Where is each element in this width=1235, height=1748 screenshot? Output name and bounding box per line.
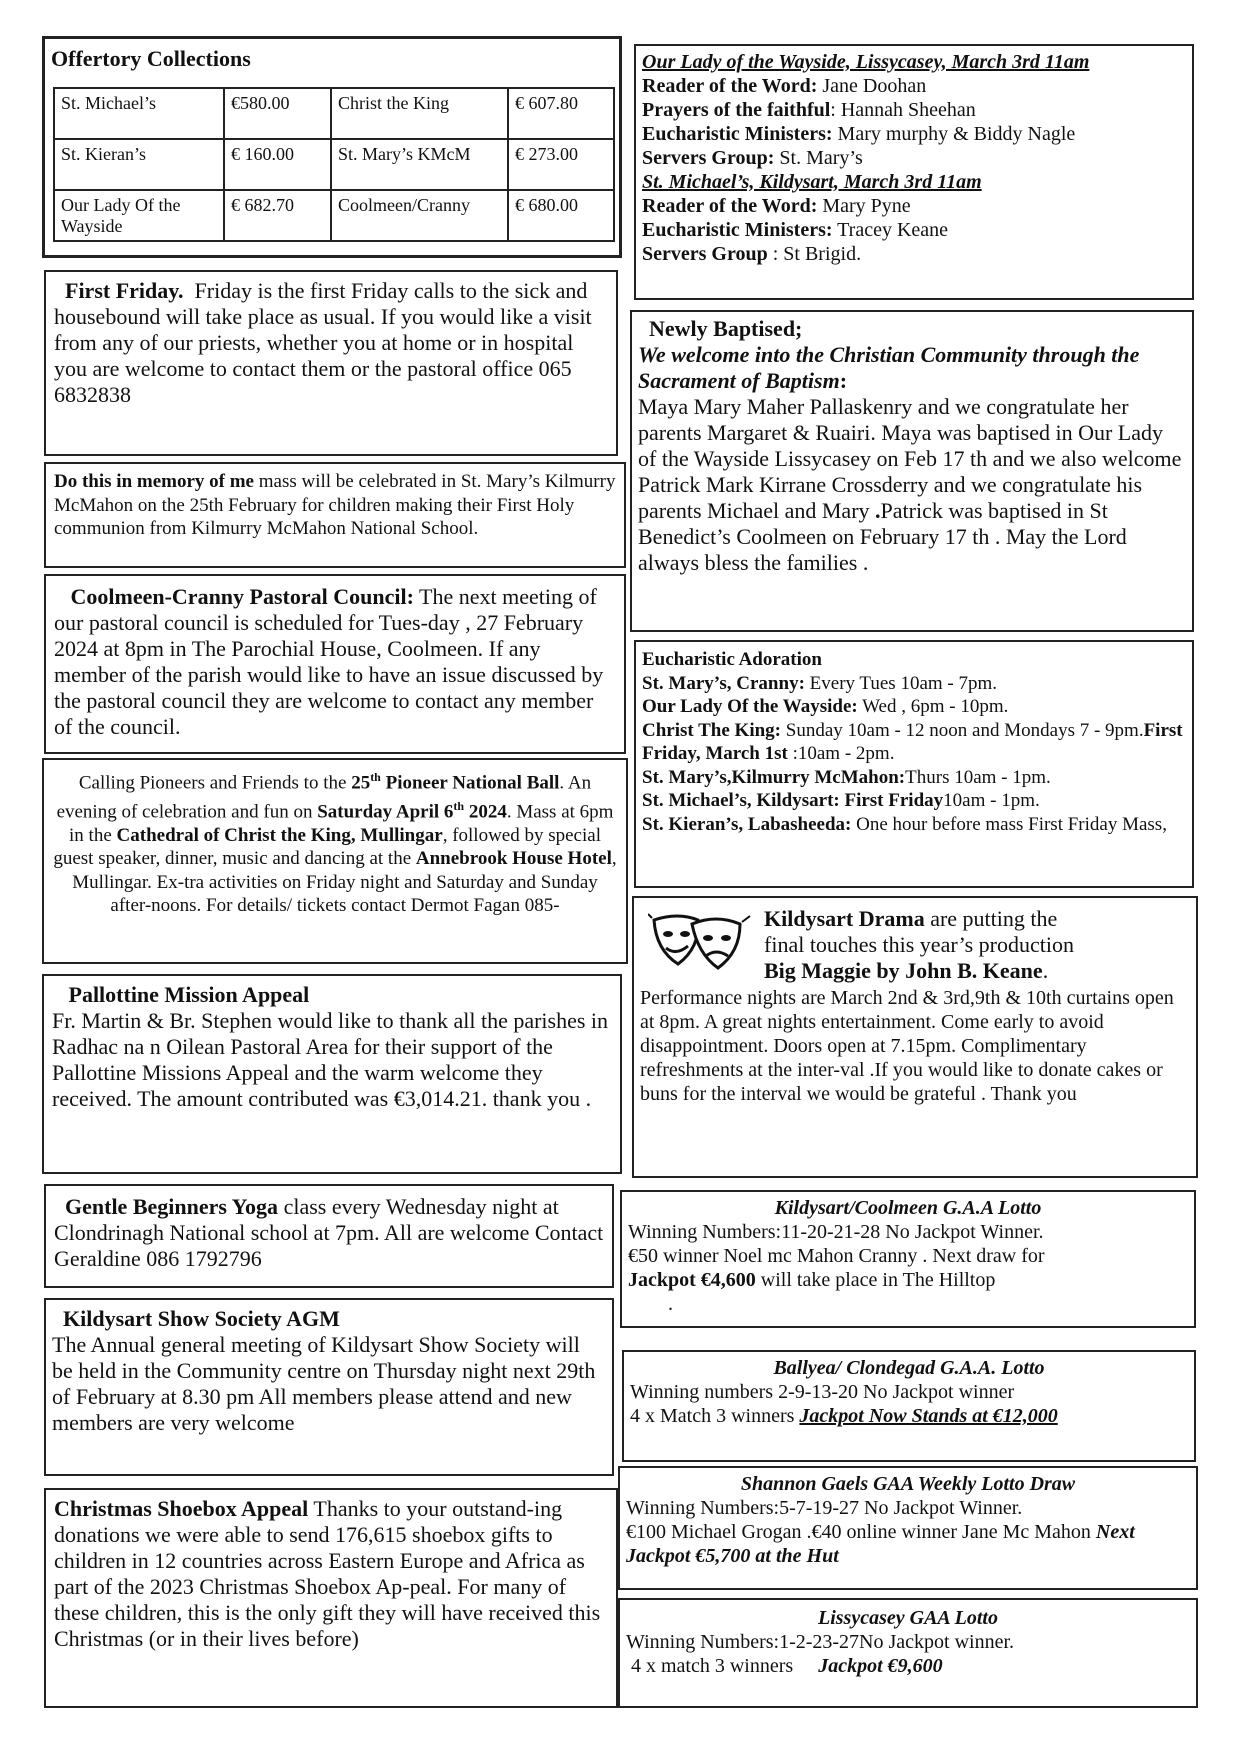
rota-value: Tracey Keane xyxy=(832,219,949,241)
rota-label: Reader of the Word: xyxy=(642,75,818,97)
table-cell: Christ the King xyxy=(331,88,508,139)
table-cell: St. Michael’s xyxy=(54,88,224,139)
theatre-masks-icon xyxy=(648,910,752,974)
kildysart-lotto-box xyxy=(620,1190,1196,1328)
drama-text: . xyxy=(1042,958,1049,983)
kildysart-drama-box xyxy=(632,896,1198,1178)
pioneers-number: 25 xyxy=(351,772,371,794)
shoebox-appeal-notice xyxy=(44,1488,618,1708)
rota-value: Mary murphy & Biddy Nagle xyxy=(832,123,1076,145)
baptised-dot: . xyxy=(875,498,881,523)
drama-text: are putting the xyxy=(924,906,1058,931)
table-cell: €580.00 xyxy=(224,88,331,139)
pioneers-hotel: Annebrook House Hotel xyxy=(415,848,612,870)
rota-value: : St Brigid. xyxy=(767,243,862,265)
baptised-subheading: We welcome into the Christian Community through the Sacrament of Baptism xyxy=(638,342,1140,393)
adoration-value: Wed , 6pm - 10pm. xyxy=(857,696,1009,717)
yoga-notice xyxy=(44,1184,614,1288)
adoration-value: One hour before mass First Friday Mass, xyxy=(851,813,1167,835)
adoration-value: Sunday 10am - 12 noon and Mondays 7 - 9pm. xyxy=(781,719,1144,741)
rota-value: : Hannah Sheehan xyxy=(830,99,976,121)
adoration-value: :10am - 2pm. xyxy=(792,743,895,764)
memory-body: mass will be celebrated in St. Mary’s Kilmurry McMahon on the 25th February for children making their First Holy communion from Kilmurry McMahon National School. xyxy=(54,471,616,539)
rota-heading-kildysart: St. Michael’s, Kildysart, March 3rd 11am xyxy=(642,171,982,193)
shoebox-body: Thanks to your outstand-ing donations we were able to send 176,615 shoebox gifts to children in 12 countries across Eastern Europe and Africa as part of the 2023 Christmas Shoebox Ap-peal. For many of these children, this is the only gift they will have received this Christmas (or in their lives before) xyxy=(54,1496,601,1651)
first-friday-notice xyxy=(44,270,618,456)
rota-value: Jane Doohan xyxy=(817,75,927,97)
yoga-body: class every Wednesday night at Clondrinagh National school at 7pm. All are welcome Contact Geraldine 086 1792796 xyxy=(54,1194,604,1271)
pioneers-date: Saturday April 6 xyxy=(317,801,454,823)
kildysart-lotto-line: will take place in The Hilltop xyxy=(755,1269,996,1291)
yoga-heading: Gentle Beginners Yoga xyxy=(65,1194,279,1219)
shoebox-heading: Christmas Shoebox Appeal xyxy=(54,1496,309,1521)
ballyea-lotto-box xyxy=(622,1350,1196,1462)
rota-label: Eucharistic Ministers: xyxy=(642,123,833,145)
shannon-lotto-heading: Shannon Gaels GAA Weekly Lotto Draw xyxy=(740,1473,1076,1495)
kildysart-lotto-line: €50 winner Noel mc Mahon Cranny . Next draw for xyxy=(628,1245,1045,1267)
lissycasey-lotto-heading: Lissycasey GAA Lotto xyxy=(818,1607,998,1629)
pallottine-appeal-notice xyxy=(42,974,622,1174)
council-body: The next meeting of our pastoral council is scheduled for Tues-day , 27 February 2024 at 8pm in The Parochial House, Coolmeen. If any member of the parish would like to have an issue discussed by the pastoral council they are welcome to contact any member of the council. xyxy=(54,584,604,739)
baptised-heading: Newly Baptised; xyxy=(649,316,803,341)
pioneers-cathedral: Cathedral of Christ the King, Mullingar xyxy=(116,824,443,846)
rota-heading-lissycasey: Our Lady of the Wayside, Lissycasey, March 3rd 11am xyxy=(642,51,1090,73)
eucharistic-adoration-box xyxy=(634,640,1194,888)
table-cell: € 607.80 xyxy=(508,88,614,139)
ballyea-lotto-heading: Ballyea/ Clondegad G.A.A. Lotto xyxy=(773,1357,1045,1379)
offertory-collections-box xyxy=(42,36,622,258)
pallottine-body: Fr. Martin & Br. Stephen would like to thank all the parishes in Radhac na n Oilean Pastoral Area for their support of the Pallottine Missions Appeal and the warm welcome they received. The amount contributed was €3,014.21. thank you . xyxy=(52,1008,609,1111)
rota-label: Reader of the Word: xyxy=(642,195,818,217)
show-society-notice xyxy=(44,1298,614,1476)
pioneers-text: . An evening of celebration and fun on xyxy=(56,772,592,823)
ballyea-jackpot: Jackpot Now Stands at €12,000 xyxy=(799,1405,1058,1427)
memory-heading: Do this in memory of me xyxy=(54,471,254,492)
adoration-label: St. Mary’s, Cranny: xyxy=(642,672,805,694)
lissycasey-jackpot: Jackpot €9,600 xyxy=(813,1655,943,1677)
newly-baptised-box: Newly Baptised; We welcome into the Christian Community through the Sacrament of Baptism: Maya Mary Maher Pallaskenry and we congratulate her parents Margaret & Ruairi. Maya was baptised in Our Lady of the Wayside Lissycasey on Feb 17 th and we also welcome Patrick Mark Kirrane Crossderry and we congratulate his parents Michael and Mary .Patrick was baptised in St Benedict’s Coolmeen on February 17 th . May the Lord always bless the families . xyxy=(630,310,1194,632)
table-cell: St. Kieran’s xyxy=(54,139,224,190)
offertory-table xyxy=(53,87,615,242)
kildysart-lotto-line: . xyxy=(628,1293,673,1315)
kildysart-jackpot: Jackpot €4,600 xyxy=(628,1269,756,1291)
baptised-body: Patrick was baptised in St Benedict’s Coolmeen on February 17 th . May the Lord always bless the families . xyxy=(638,498,1127,575)
pallottine-heading: Pallottine Mission Appeal xyxy=(68,982,310,1007)
shannon-lotto-line: €100 Michael Grogan .€40 online winner Jane Mc Mahon xyxy=(626,1521,1096,1543)
memory-mass-notice xyxy=(44,462,626,568)
first-friday-body: Friday is the first Friday calls to the sick and housebound will take place as usual. If you would like a visit from any of our priests, whether you at home or in hospital you are welcome to contact them or the pastoral office 065 6832838 xyxy=(54,278,592,407)
drama-heading: Kildysart Drama xyxy=(764,906,925,931)
table-cell: € 160.00 xyxy=(224,139,331,190)
show-body: The Annual general meeting of Kildysart Show Society will be held in the Community centre on Thursday night next 29th of February at 8.30 pm All members please attend and new members are very welcome xyxy=(52,1332,596,1435)
adoration-label: Our Lady Of the Wayside: xyxy=(642,696,858,717)
table-cell: St. Mary’s KMcM xyxy=(331,139,508,190)
shannon-jackpot: Next Jackpot €5,700 at the Hut xyxy=(626,1521,1135,1567)
rota-value: St. Mary’s xyxy=(774,147,863,169)
rota-label: Servers Group xyxy=(642,243,768,265)
adoration-value: Thurs 10am - 1pm. xyxy=(905,766,1051,788)
offertory-title: Offertory Collections xyxy=(51,46,251,71)
adoration-value: 10am - 1pm. xyxy=(943,790,1040,811)
table-row xyxy=(54,190,614,241)
pioneers-year: 2024 xyxy=(464,801,507,823)
pioneers-ball: Pioneer National Ball xyxy=(380,772,560,794)
table-row xyxy=(54,88,614,139)
pioneers-text: , Mullingar. Ex-tra activities on Friday night and Saturday and Sunday after-noons. For details/ tickets contact Dermot Fagan 085- xyxy=(72,848,617,917)
adoration-label: St. Kieran’s, Labasheeda: xyxy=(642,813,852,835)
pioneers-text: , followed by special guest speaker, dinner, music and dancing at the xyxy=(53,824,601,870)
pioneers-notice xyxy=(42,758,628,964)
rota-label: Eucharistic Ministers: xyxy=(642,219,833,241)
ballyea-lotto-line: Winning numbers 2-9-13-20 No Jackpot winner xyxy=(630,1381,1015,1403)
table-cell: Coolmeen/Cranny xyxy=(331,190,508,241)
adoration-heading: Eucharistic Adoration xyxy=(642,649,822,670)
baptised-body: Maya Mary Maher Pallaskenry and we congratulate her parents Margaret & Ruairi. Maya was baptised in Our Lady of the Wayside Lissycasey on Feb 17 th and we also welcome Patrick Mark Kirrane Crossderry and we congratulate his parents Michael and Mary xyxy=(638,394,1182,523)
drama-body: Performance nights are March 2nd & 3rd,9th & 10th curtains open at 8pm. A great nights entertainment. Come early to avoid disappointment. Doors open at 7.15pm. Complimentary refreshments at the inter-val .If you would like to donate cakes or buns for the interval we would be grateful . Thank you xyxy=(640,987,1174,1105)
adoration-label: First Friday, March 1st xyxy=(642,719,1183,764)
ballyea-lotto-line: 4 x Match 3 winners xyxy=(630,1405,800,1427)
drama-text: final touches this year’s production xyxy=(764,932,1074,957)
table-row xyxy=(54,139,614,190)
shannon-lotto-line: Winning Numbers:5-7-19-27 No Jackpot Winner. xyxy=(626,1497,1023,1519)
adoration-value: Every Tues 10am - 7pm. xyxy=(804,672,998,694)
pioneers-text: . Mass at 6pm in the xyxy=(69,801,614,846)
table-cell: € 273.00 xyxy=(508,139,614,190)
pioneers-sup: th xyxy=(370,770,381,784)
table-cell: € 680.00 xyxy=(508,190,614,241)
mass-rota-box xyxy=(634,44,1194,300)
rota-label: Prayers of the faithful xyxy=(642,99,831,121)
drama-production: Big Maggie by John B. Keane xyxy=(764,958,1043,983)
pioneers-sup: th xyxy=(453,798,465,813)
shannon-gaels-lotto-box xyxy=(618,1466,1198,1590)
lissycasey-lotto-box xyxy=(618,1598,1198,1708)
adoration-label: St. Mary’s,Kilmurry McMahon: xyxy=(642,766,906,788)
table-cell: Our Lady Of the Wayside xyxy=(54,190,224,241)
lissycasey-lotto-line: Winning Numbers:1-2-23-27No Jackpot winner. xyxy=(626,1631,1015,1653)
kildysart-lotto-heading: Kildysart/Coolmeen G.A.A Lotto xyxy=(774,1197,1042,1219)
adoration-label: St. Michael’s, Kildysart: First Friday xyxy=(642,790,944,811)
table-cell: € 682.70 xyxy=(224,190,331,241)
rota-label: Servers Group: xyxy=(642,147,775,169)
council-heading: Coolmeen-Cranny Pastoral Council: xyxy=(70,584,414,609)
rota-value: Mary Pyne xyxy=(817,195,911,217)
pastoral-council-notice xyxy=(44,574,626,754)
first-friday-heading: First Friday. xyxy=(65,278,184,303)
pioneers-text: Calling Pioneers and Friends to the xyxy=(78,772,352,794)
lissycasey-lotto-line: 4 x match 3 winners xyxy=(626,1655,814,1677)
kildysart-lotto-line: Winning Numbers:11-20-21-28 No Jackpot Winner. xyxy=(628,1221,1044,1243)
show-heading: Kildysart Show Society AGM xyxy=(63,1306,340,1331)
adoration-label: Christ The King: xyxy=(642,719,782,741)
